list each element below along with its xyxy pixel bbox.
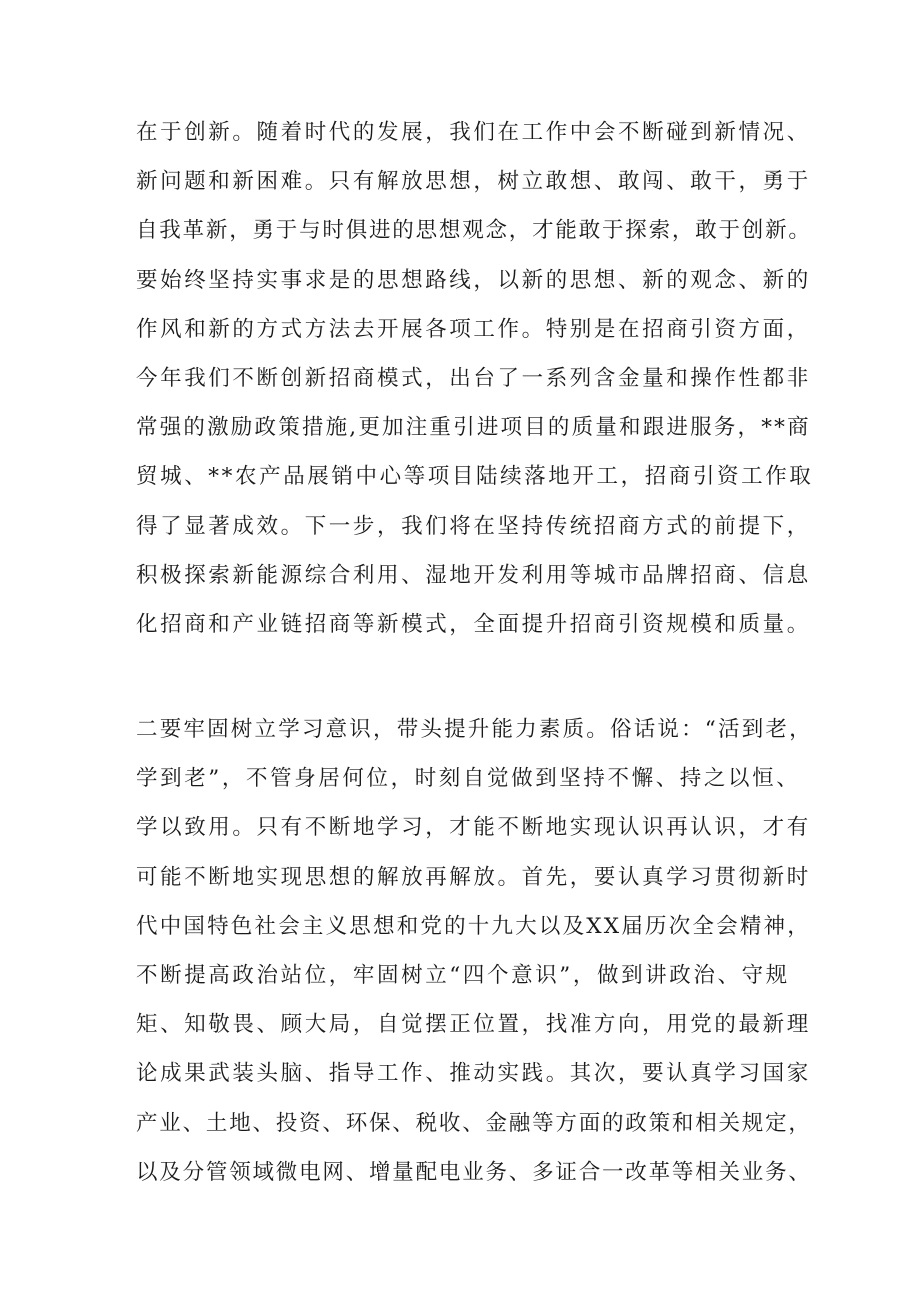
text-line: 新问题和新困难。只有解放思想，树立敢想、敢闯、敢干，勇于 — [136, 169, 811, 195]
text-line: 化招商和产业链招商等新模式，全面提升招商引资规模和质量。 — [136, 611, 811, 637]
text-line: 自我革新，勇于与时俱进的思想观念，才能敢于探索，敢于创新。 — [136, 218, 812, 244]
text-line: 在于创新。随着时代的发展，我们在工作中会不断碰到新情况、 — [136, 120, 811, 145]
text-line: 学以致用。只有不断地学习，才能不断地实现认识再认识，才有 — [136, 815, 811, 841]
text-line: 不断提高政治站位，牢固树立“四个意识”，做到讲政治、守规 — [136, 962, 790, 988]
text-line: 积极探索新能源综合利用、湿地开发利用等城市品牌招商、信息 — [136, 562, 811, 588]
paragraph-innovation — [136, 108, 816, 649]
text-line: 矩、知敬畏、顾大局，自觉摆正位置，找准方向，用党的最新理 — [136, 1012, 811, 1038]
text-line: 得了显著成效。下一步，我们将在坚持传统招商方式的前提下， — [136, 513, 811, 539]
text-line: 作风和新的方式方法去开展各项工作。特别是在招商引资方面， — [136, 316, 811, 342]
text-line: 二要牢固树立学习意识，带头提升能力素质。俗话说：“活到老， — [136, 717, 813, 742]
text-line: 产业、土地、投资、环保、税收、金融等方面的政策和相关规定， — [136, 1110, 812, 1136]
text-line: 可能不断地实现思想的解放再解放。首先，要认真学习贯彻新时 — [136, 864, 811, 890]
text-line: 今年我们不断创新招商模式，出台了一系列含金量和操作性都非 — [136, 365, 811, 391]
text-line: 贸城、**农产品展销中心等项目陆续落地开工，招商引资工作取 — [136, 464, 814, 490]
text-line: 论成果武装头脑、指导工作、推动实践。其次，要认真学习国家 — [136, 1061, 811, 1087]
text-line: 要始终坚持实事求是的思想路线，以新的思想、新的观念、新的 — [136, 267, 811, 293]
text-line: 代中国特色社会主义思想和党的十九大以及XX届历次全会精神， — [136, 913, 811, 939]
text-line: 以及分管领域微电网、增量配电业务、多证合一改革等相关业务、 — [136, 1159, 812, 1185]
text-line: 常强的激励政策措施,更加注重引进项目的质量和跟进服务，**商 — [136, 415, 811, 441]
text-line: 学到老”，不管身居何位，时刻自觉做到坚持不懈、持之以恒、 — [136, 766, 801, 792]
paragraph-learning — [136, 705, 816, 1197]
